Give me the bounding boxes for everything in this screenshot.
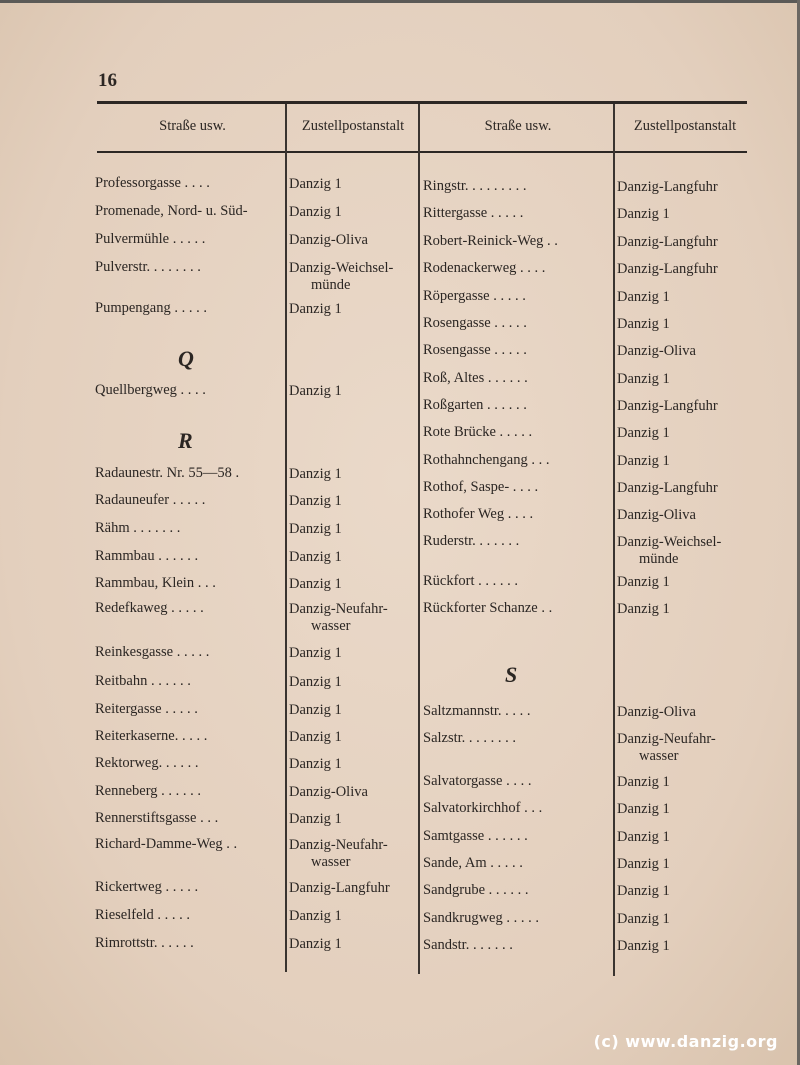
- street-name: Radauneufer . . . . .: [95, 492, 206, 508]
- post-office: Danzig 1: [617, 883, 670, 899]
- street-name: Professorgasse . . . .: [95, 175, 210, 191]
- street-name: Ringstr. . . . . . . . .: [423, 178, 527, 194]
- street-name: Salvatorkirchhof . . .: [423, 800, 543, 816]
- post-office: Danzig 1: [617, 601, 670, 617]
- street-name: Rosengasse . . . . .: [423, 315, 527, 331]
- street-name: Ruderstr. . . . . . .: [423, 533, 520, 549]
- street-name: Richard-Damme-Weg . .: [95, 836, 238, 852]
- post-office: Danzig-Langfuhr: [289, 880, 390, 896]
- street-name: Rickertweg . . . . .: [95, 879, 199, 895]
- post-office: Danzig 1: [617, 801, 670, 817]
- post-office: Danzig 1: [617, 371, 670, 387]
- street-name: Redefkaweg . . . . .: [95, 600, 204, 616]
- post-office-continuation: münde: [311, 277, 351, 293]
- post-office: Danzig 1: [289, 908, 342, 924]
- post-office: Danzig 1: [289, 729, 342, 745]
- street-name: Rektorweg. . . . . .: [95, 755, 199, 771]
- street-name: Saltzmannstr. . . . .: [423, 703, 531, 719]
- street-name: Salzstr. . . . . . . .: [423, 730, 517, 746]
- street-name: Rammbau, Klein . . .: [95, 575, 216, 591]
- post-office: Danzig-Neufahr- wasser: [289, 837, 388, 870]
- street-name: Rothofer Weg . . . .: [423, 506, 534, 522]
- post-office-continuation: wasser: [311, 854, 351, 870]
- section-letter-r: R: [178, 428, 193, 453]
- post-office: Danzig 1: [617, 206, 670, 222]
- post-office: Danzig 1: [289, 383, 342, 399]
- street-name: Rote Brücke . . . . .: [423, 424, 533, 440]
- post-office: Danzig 1: [289, 521, 342, 537]
- street-name: Robert-Reinick-Weg . .: [423, 233, 558, 249]
- post-office: Danzig 1: [289, 301, 342, 317]
- street-name: Rothof, Saspe- . . . .: [423, 479, 539, 495]
- street-name: Rosengasse . . . . .: [423, 342, 527, 358]
- column-divider-right: [613, 104, 615, 976]
- header-bottom-rule: [97, 151, 747, 153]
- post-office: Danzig-Langfuhr: [617, 179, 718, 195]
- post-office: Danzig 1: [289, 811, 342, 827]
- street-name: Pulvermühle . . . . .: [95, 231, 206, 247]
- street-name: Rittergasse . . . . .: [423, 205, 524, 221]
- post-office: Danzig-Oliva: [617, 507, 696, 523]
- street-name: Reitergasse . . . . .: [95, 701, 198, 717]
- street-name: Sandstr. . . . . . .: [423, 937, 513, 953]
- post-office: Danzig-Oliva: [289, 784, 368, 800]
- post-office: Danzig 1: [617, 453, 670, 469]
- post-office: Danzig 1: [617, 856, 670, 872]
- post-office: Danzig 1: [289, 493, 342, 509]
- post-office: Danzig-Oliva: [617, 343, 696, 359]
- post-office: Danzig-Weichsel- münde: [289, 260, 394, 293]
- street-name: Reiterkaserne. . . . .: [95, 728, 208, 744]
- post-office: Danzig-Langfuhr: [617, 261, 718, 277]
- post-office: Danzig 1: [617, 425, 670, 441]
- street-name: Rennerstiftsgasse . . .: [95, 810, 219, 826]
- post-office: Danzig 1: [289, 702, 342, 718]
- section-letter-s: S: [505, 662, 518, 687]
- street-name: Reinkesgasse . . . . .: [95, 644, 210, 660]
- street-name: Roßgarten . . . . . .: [423, 397, 527, 413]
- page-number: 16: [98, 70, 117, 91]
- street-name: Samtgasse . . . . . .: [423, 828, 528, 844]
- post-office-continuation: wasser: [311, 618, 351, 634]
- post-office: Danzig 1: [289, 936, 342, 952]
- street-name: Röpergasse . . . . .: [423, 288, 526, 304]
- street-name: Rimrottstr. . . . . .: [95, 935, 194, 951]
- post-office: Danzig-Langfuhr: [617, 398, 718, 414]
- post-office: Danzig 1: [617, 938, 670, 954]
- post-office: Danzig 1: [289, 756, 342, 772]
- post-office: Danzig 1: [617, 911, 670, 927]
- street-name: Sandgrube . . . . . .: [423, 882, 529, 898]
- column-divider-center: [418, 104, 420, 974]
- post-office: Danzig 1: [289, 466, 342, 482]
- post-office: Danzig-Oliva: [617, 704, 696, 720]
- post-office: Danzig 1: [289, 674, 342, 690]
- header-office-left: Zustellpostanstalt: [301, 118, 405, 134]
- post-office: Danzig 1: [289, 176, 342, 192]
- header-office-right: Zustellpostanstalt: [633, 118, 737, 134]
- header-top-rule: [97, 101, 747, 104]
- street-name: Sandkrugweg . . . . .: [423, 910, 539, 926]
- post-office: Danzig 1: [617, 774, 670, 790]
- post-office: Danzig 1: [289, 576, 342, 592]
- post-office: Danzig-Langfuhr: [617, 234, 718, 250]
- street-name: Sande, Am . . . . .: [423, 855, 523, 871]
- street-name: Renneberg . . . . . .: [95, 783, 202, 799]
- street-name: Rieselfeld . . . . .: [95, 907, 191, 923]
- street-name: Rückforter Schanze . .: [423, 600, 553, 616]
- page-top-edge: [0, 0, 800, 3]
- post-office: Danzig-Neufahr- wasser: [617, 731, 716, 764]
- post-office: Danzig 1: [617, 829, 670, 845]
- street-name: Rodenackerweg . . . .: [423, 260, 546, 276]
- street-name: Quellbergweg . . . .: [95, 382, 206, 398]
- street-name: Pumpengang . . . . .: [95, 300, 207, 316]
- header-street-left: Straße usw.: [159, 118, 226, 134]
- street-name: Salvatorgasse . . . .: [423, 773, 532, 789]
- street-name: Reitbahn . . . . . .: [95, 673, 191, 689]
- section-letter-q: Q: [178, 346, 194, 371]
- post-office: Danzig 1: [617, 316, 670, 332]
- post-office: Danzig 1: [289, 204, 342, 220]
- post-office: Danzig-Neufahr- wasser: [289, 601, 388, 634]
- street-name: Rähm . . . . . . .: [95, 520, 181, 536]
- street-name: Roß, Altes . . . . . .: [423, 370, 528, 386]
- post-office: Danzig 1: [289, 645, 342, 661]
- post-office: Danzig 1: [617, 574, 670, 590]
- post-office: Danzig-Oliva: [289, 232, 368, 248]
- post-office: Danzig 1: [617, 289, 670, 305]
- street-name: Rammbau . . . . . .: [95, 548, 199, 564]
- street-name: Radaunestr. Nr. 55—58 .: [95, 465, 240, 481]
- street-name: Rückfort . . . . . .: [423, 573, 519, 589]
- post-office: Danzig 1: [289, 549, 342, 565]
- post-office: Danzig-Weichsel- münde: [617, 534, 722, 567]
- watermark-text: (c) www.danzig.org: [593, 1032, 778, 1051]
- post-office: Danzig-Langfuhr: [617, 480, 718, 496]
- post-office-continuation: münde: [639, 551, 679, 567]
- street-name: Promenade, Nord- u. Süd-: [95, 203, 248, 219]
- column-divider-left: [285, 104, 287, 972]
- header-street-right: Straße usw.: [484, 118, 552, 134]
- street-name: Rothahnchengang . . .: [423, 452, 550, 468]
- post-office-continuation: wasser: [639, 748, 679, 764]
- street-name: Pulverstr. . . . . . . .: [95, 259, 201, 275]
